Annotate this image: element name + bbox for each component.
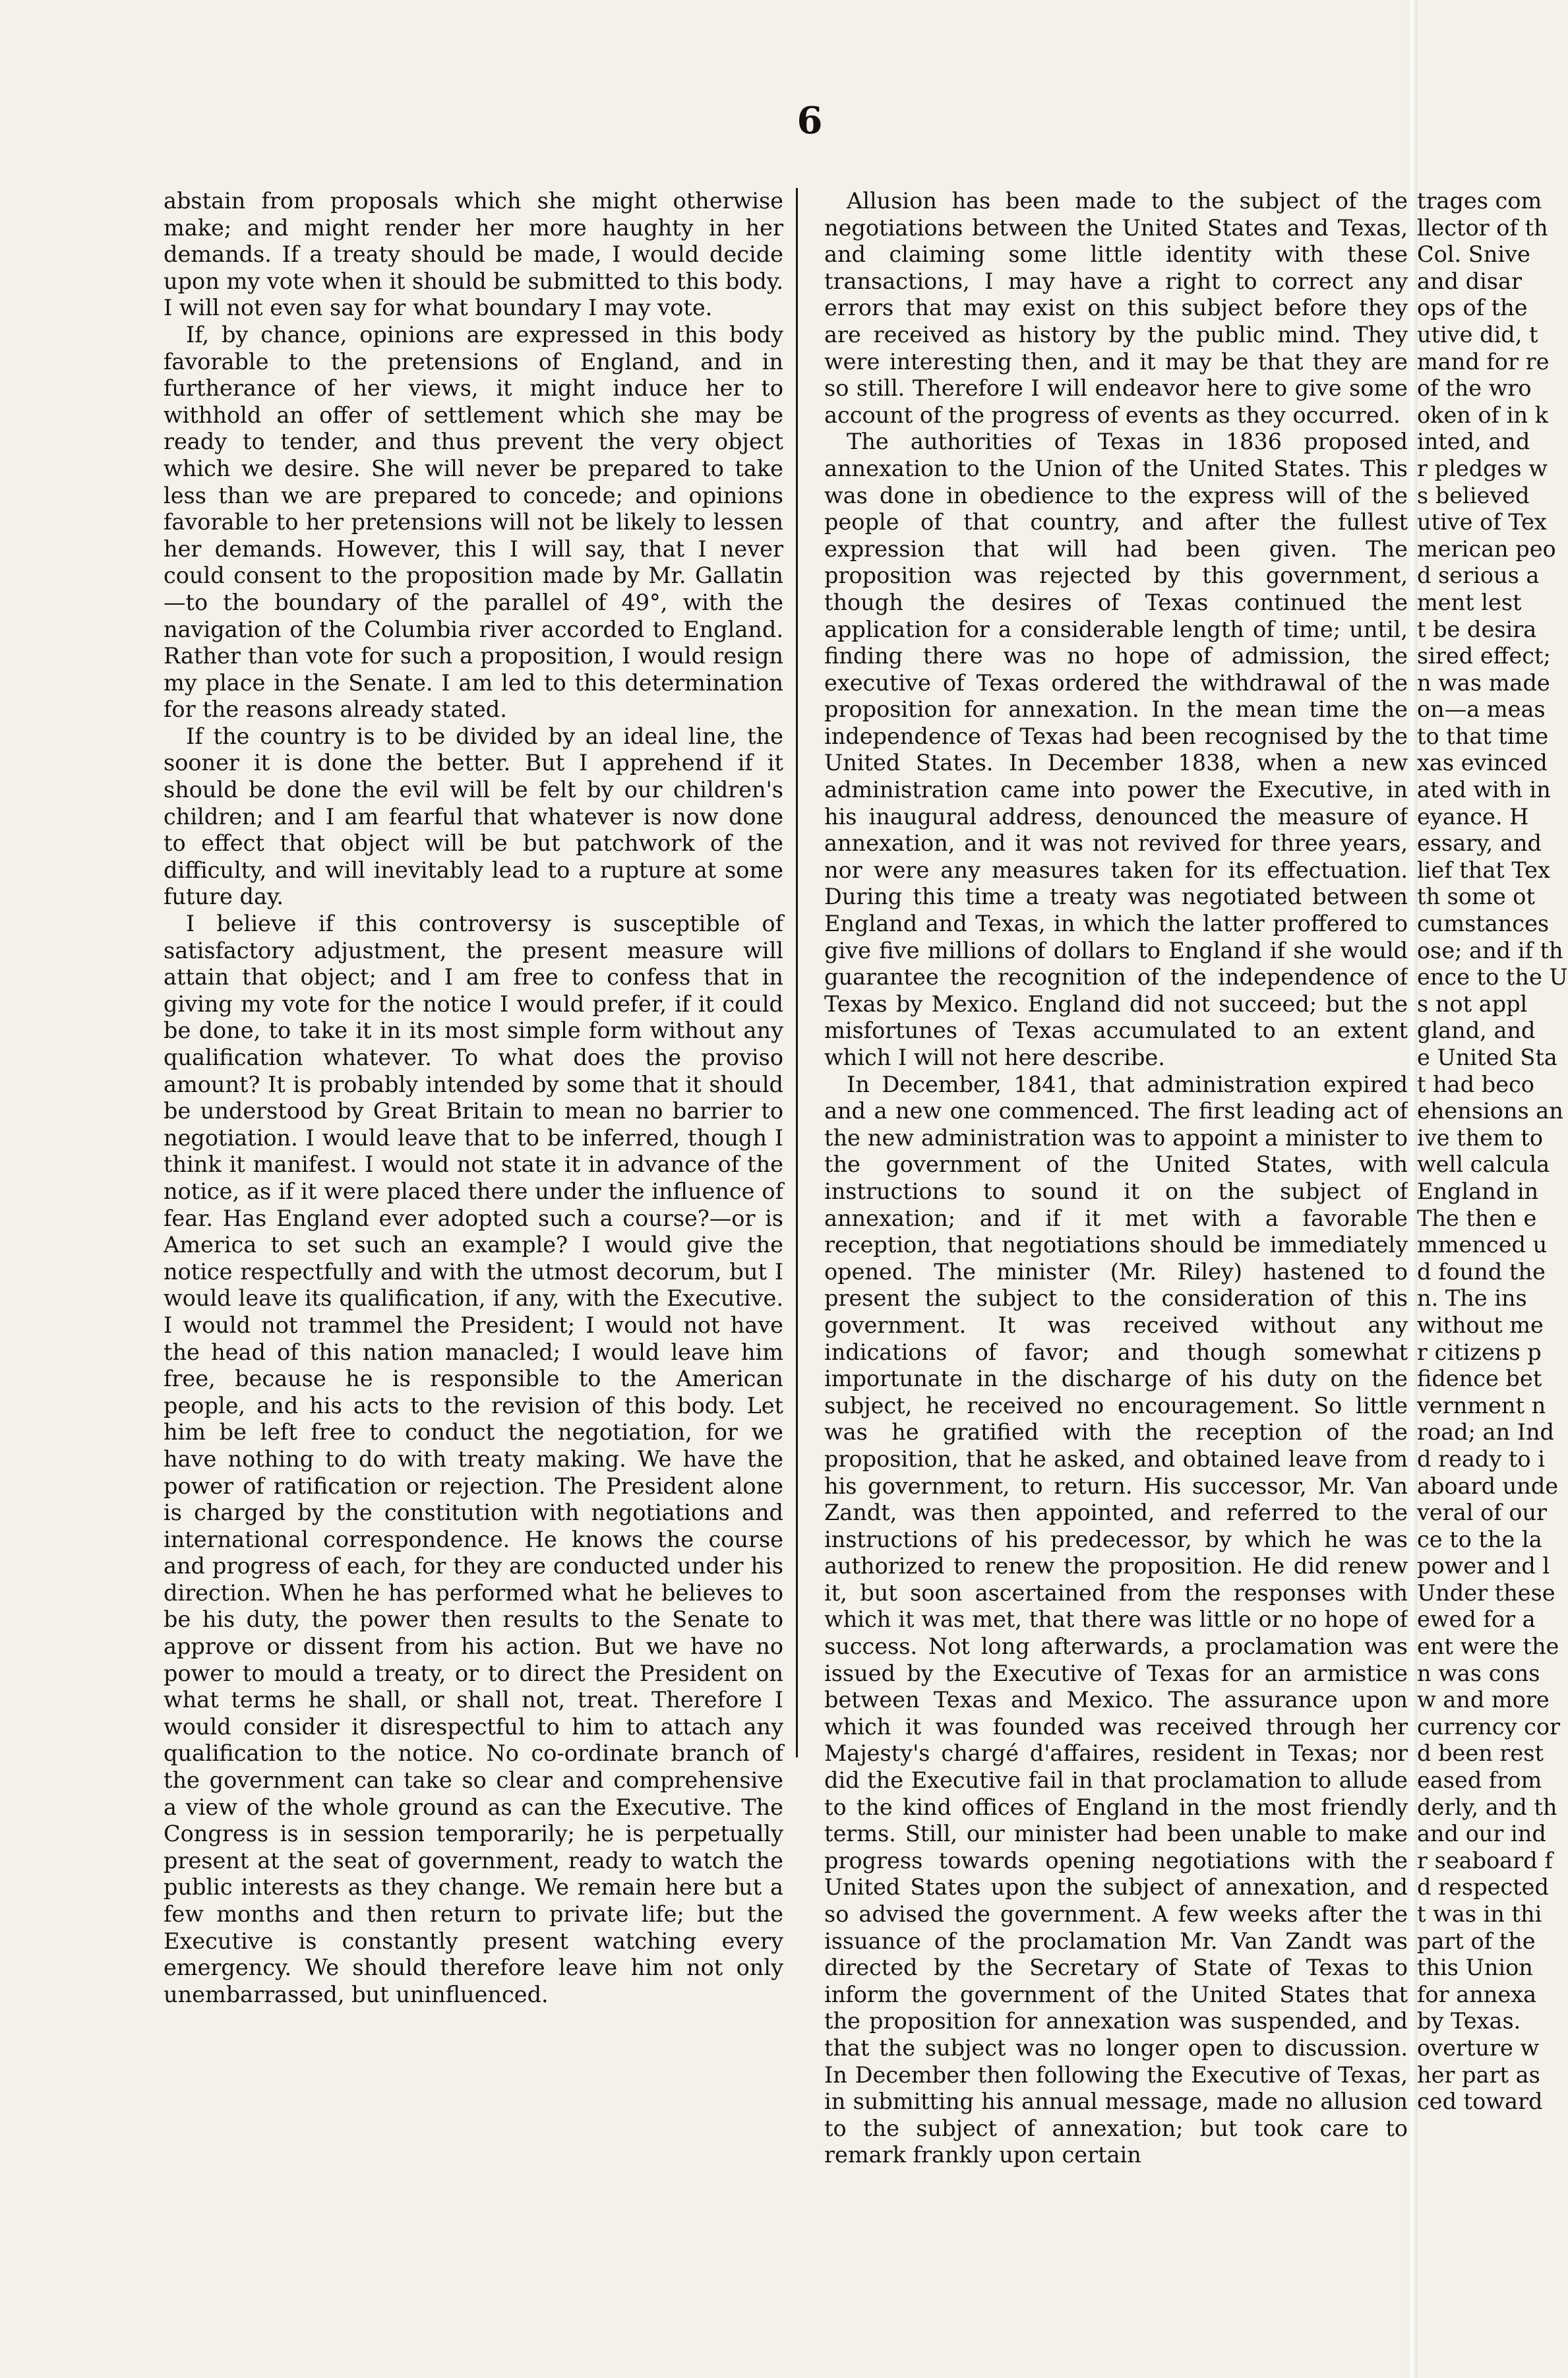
- fragment-line: for annexa: [1417, 1981, 1537, 2007]
- fragment-line: xas evinced: [1417, 750, 1548, 776]
- fragment-line: overture w: [1417, 2034, 1540, 2061]
- left-column: [164, 188, 783, 2008]
- fragment-line: utive did, t: [1417, 321, 1538, 348]
- fragment-line: and our ind: [1417, 1821, 1546, 1847]
- right-column-fragments: [1417, 188, 1568, 2115]
- fragment-line: llector of th: [1417, 214, 1548, 241]
- fragment-line: without me: [1417, 1312, 1544, 1338]
- fragment-line: currency cor: [1417, 1713, 1561, 1740]
- fragment-line: s believed: [1417, 482, 1530, 508]
- fragment-line: Under these: [1417, 1579, 1555, 1606]
- fragment-line: t be desira: [1417, 616, 1537, 642]
- fragment-line: d found the: [1417, 1258, 1546, 1285]
- paragraph: In December, 1841, that administration expired and a new one commenced. The first leading act of the new administration was to appoint a minister to the government of the United States, with instructions to sound it on the subject of annexation; and if it met with a favorable reception, that negotiations should be immediately opened. The minister (Mr. Riley) hastened to present the subject to the consideration of this government. It was received without any indications of favor; and though somewhat importunate in the discharge of his duty on the subject, he received no encouragement. So little was he gratified with the reception of the proposition, that he asked, and obtained leave from his government, to return. His successor, Mr. Van Zandt, was then appointed, and referred to the instructions of his predecessor, by which he was authorized to renew the proposition. He did renew it, but soon ascertained from the responses with which it was met, that there was little or no hope of success. Not long afterwards, a proclamation was issued by the Executive of Texas for an armistice between Texas and Mexico. The assurance upon which it was founded was received through her Majesty's chargé d'affaires, resident in Texas; nor did the Executive fail in that proclamation to allude to the kind offices of England in the most friendly terms. Still, our minister had been unable to make progress towards opening negotiations with the United States upon the subject of annexation, and so advised the government. A few weeks after the issuance of the proclamation Mr. Van Zandt was directed by the Secretary of State of Texas to inform the government of the United States that the proposition for annexation was suspended, and that the subject was no longer open to discussion. In December then following the Executive of Texas, in submitting his annual message, made no allusion to the subject of annexation; but took care to remark frankly upon certain: [824, 1071, 1408, 2168]
- fragment-line: eased from: [1417, 1767, 1542, 1794]
- paragraph: The authorities of Texas in 1836 proposed annexation to the Union of the United States. This was done in obedience to the express will of the people of that country, and after the fullest expression that will had been given. The proposition was rejected by this government, though the desires of Texas continued the application for a considerable length of time; until, finding there was no hope of admission, the executive of Texas ordered the withdrawal of the proposition for annexation. In the mean time the independence of Texas had been recognised by the United States. In December 1838, when a new administration came into power the Executive, in his inaugural address, denounced the measure of annexation, and it was not revived for three years, nor were any measures taken for its effectuation. During this time a treaty was negotiated between England and Texas, in which the latter proffered to give five millions of dollars to England if she would guarantee the recognition of the independence of Texas by Mexico. England did not succeed; but the misfortunes of Texas accumulated to an extent which I will not here describe.: [824, 429, 1408, 1070]
- paragraph: abstain from proposals which she might otherwise make; and might render her more haughty in her demands. If a treaty should be made, I would decide upon my vote when it should be submitted to this body. I will not even say for what boundary I may vote.: [164, 188, 783, 321]
- fragment-line: n was made: [1417, 669, 1550, 696]
- fragment-line: and disar: [1417, 268, 1522, 294]
- fragment-line: inted, and: [1417, 429, 1530, 455]
- fragment-line: n was cons: [1417, 1660, 1540, 1686]
- fragment-line: e United Sta: [1417, 1045, 1557, 1070]
- fragment-line: d been rest: [1417, 1740, 1544, 1767]
- middle-column: [824, 188, 1408, 2169]
- fragment-line: road; an Ind: [1417, 1419, 1554, 1446]
- fragment-line: essary, and: [1417, 830, 1542, 857]
- fragment-line: th some ot: [1417, 884, 1535, 910]
- fragment-line: n. The ins: [1417, 1285, 1527, 1312]
- fragment-line: part of the: [1417, 1928, 1536, 1954]
- fragment-line: ence to the U: [1417, 964, 1568, 991]
- fragment-line: r citizens p: [1417, 1339, 1542, 1365]
- fragment-line: derly, and th: [1417, 1794, 1557, 1820]
- fragment-line: cumstances: [1417, 911, 1550, 937]
- fragment-line: sired effect;: [1417, 643, 1551, 669]
- fragment-line: d ready to i: [1417, 1446, 1545, 1472]
- fragment-line: her part as: [1417, 2061, 1540, 2088]
- fragment-line: on—a meas: [1417, 696, 1546, 723]
- page-number: 6: [797, 99, 823, 142]
- fragment-line: oken of in k: [1417, 402, 1548, 428]
- fragment-line: to that time: [1417, 723, 1549, 749]
- page-gutter: [1408, 0, 1417, 2378]
- fragment-line: ops of the: [1417, 295, 1528, 321]
- fragment-line: t was in thi: [1417, 1901, 1542, 1927]
- fragment-line: mand for re: [1417, 348, 1550, 375]
- fragment-line: trages com: [1417, 188, 1542, 214]
- column-rule: [796, 188, 798, 1757]
- fragment-line: power and l: [1417, 1553, 1550, 1579]
- paragraph: I believe if this controversy is susceptible of satisfactory adjustment, the present measure will attain that object; and I am free to confess that in giving my vote for the notice I would prefer, if it could be done, to take it in its most simple form without any qualification whatever. To what does the proviso amount? It is probably intended by some that it should be understood by Great Britain to mean no barrier to negotiation. I would leave that to be inferred, though I think it manifest. I would not state it in advance of the notice, as if it were placed there under the influence of fear. Has England ever adopted such a course?—or is America to set such an example? I would give the notice respectfully and with the utmost decorum, but I would leave its qualification, if any, with the Executive. I would not trammel the President; I would not have the head of this nation manacled; I would leave him free, because he is responsible to the American people, and his acts to the revision of this body. Let him be left free to conduct the negotiation, for we have nothing to do with treaty making. We have the power of ratification or rejection. The President alone is charged by the constitution with negotiations and international correspondence. He knows the course and progress of each, for they are conducted under his direction. When he has performed what he believes to be his duty, the power then results to the Senate to approve or dissent from his action. But we have no power to mould a treaty, or to direct the President on what terms he shall, or shall not, treat. Therefore I would consider it disrespectful to him to attach any qualification to the notice. No co-ordinate branch of the government can take so clear and comprehensive a view of the whole ground as can the Executive. The Congress is in session temporarily; he is perpetually present at the seat of government, ready to watch the public interests as they change. We remain here but a few months and then return to private life; but the Executive is constantly present watching every emergency. We should therefore leave him not only unembarrassed, but uninfluenced.: [164, 911, 783, 2007]
- fragment-line: ewed for a: [1417, 1606, 1536, 1633]
- fragment-line: d serious a: [1417, 563, 1540, 589]
- fragment-line: gland, and: [1417, 1018, 1536, 1044]
- fragment-line: ose; and if th: [1417, 937, 1563, 963]
- fragment-line: fidence bet: [1417, 1366, 1542, 1392]
- fragment-line: utive of Tex: [1417, 509, 1547, 535]
- fragment-line: ent were the: [1417, 1633, 1559, 1660]
- fragment-line: ced toward: [1417, 2088, 1543, 2115]
- fragment-line: aboard unde: [1417, 1473, 1559, 1499]
- fragment-line: w and more: [1417, 1687, 1550, 1713]
- paragraph: Allusion has been made to the subject of the negotiations between the United States and Texas, and claiming some little identity with these transactions, I may have a right to correct any errors that may exist on this subject before they are received as history by the public mind. They were interesting then, and it may be that they are so still. Therefore I will endeavor here to give some account of the progress of events as they occurred.: [824, 188, 1408, 428]
- fragment-line: t had beco: [1417, 1071, 1534, 1097]
- paragraph: If, by chance, opinions are expressed in this body favorable to the pretensions of England, and in furtherance of her views, it might induce her to withhold an offer of settlement which she may be ready to tender, and thus prevent the very object which we desire. She will never be prepared to take less than we are prepared to concede; and opinions favorable to her pretensions will not be likely to lessen her demands. However, this I will say, that I never could consent to the proposition made by Mr. Gallatin—to the boundary of the parallel of 49°, with the navigation of the Columbia river accorded to England. Rather than vote for such a proposition, I would resign my place in the Senate. I am led to this determination for the reasons already stated.: [164, 321, 783, 723]
- fragment-line: lief that Tex: [1417, 857, 1550, 883]
- fragment-line: well calcula: [1417, 1151, 1550, 1178]
- fragment-line: this Union: [1417, 1955, 1533, 1981]
- fragment-line: d respected: [1417, 1874, 1549, 1901]
- fragment-line: r pledges w: [1417, 455, 1548, 481]
- fragment-line: ment lest: [1417, 589, 1522, 615]
- fragment-line: ated with in: [1417, 777, 1551, 803]
- fragment-line: of the wro: [1417, 375, 1532, 402]
- fragment-line: s not appl: [1417, 991, 1528, 1017]
- fragment-line: vernment n: [1417, 1392, 1546, 1418]
- fragment-line: r seaboard f: [1417, 1847, 1553, 1874]
- fragment-line: mmenced u: [1417, 1232, 1548, 1258]
- fragment-line: merican peo: [1417, 535, 1556, 562]
- fragment-line: England in: [1417, 1178, 1539, 1204]
- fragment-line: The then e: [1417, 1205, 1537, 1231]
- fragment-line: veral of our: [1417, 1500, 1548, 1526]
- fragment-line: ehensions an: [1417, 1098, 1563, 1124]
- paragraph: If the country is to be divided by an ideal line, the sooner it is done the better. But I apprehend if it should be done the evil will be felt by our children's children; and I am fearful that whatever is now done to effect that object will be but patchwork of the difficulty, and will inevitably lead to a rupture at some future day.: [164, 723, 783, 910]
- fragment-line: eyance. H: [1417, 803, 1529, 830]
- fragment-line: by Texas.: [1417, 2008, 1521, 2034]
- fragment-line: Col. Snive: [1417, 241, 1530, 268]
- fragment-line: ce to the la: [1417, 1526, 1542, 1552]
- fragment-line: ive them to: [1417, 1124, 1544, 1151]
